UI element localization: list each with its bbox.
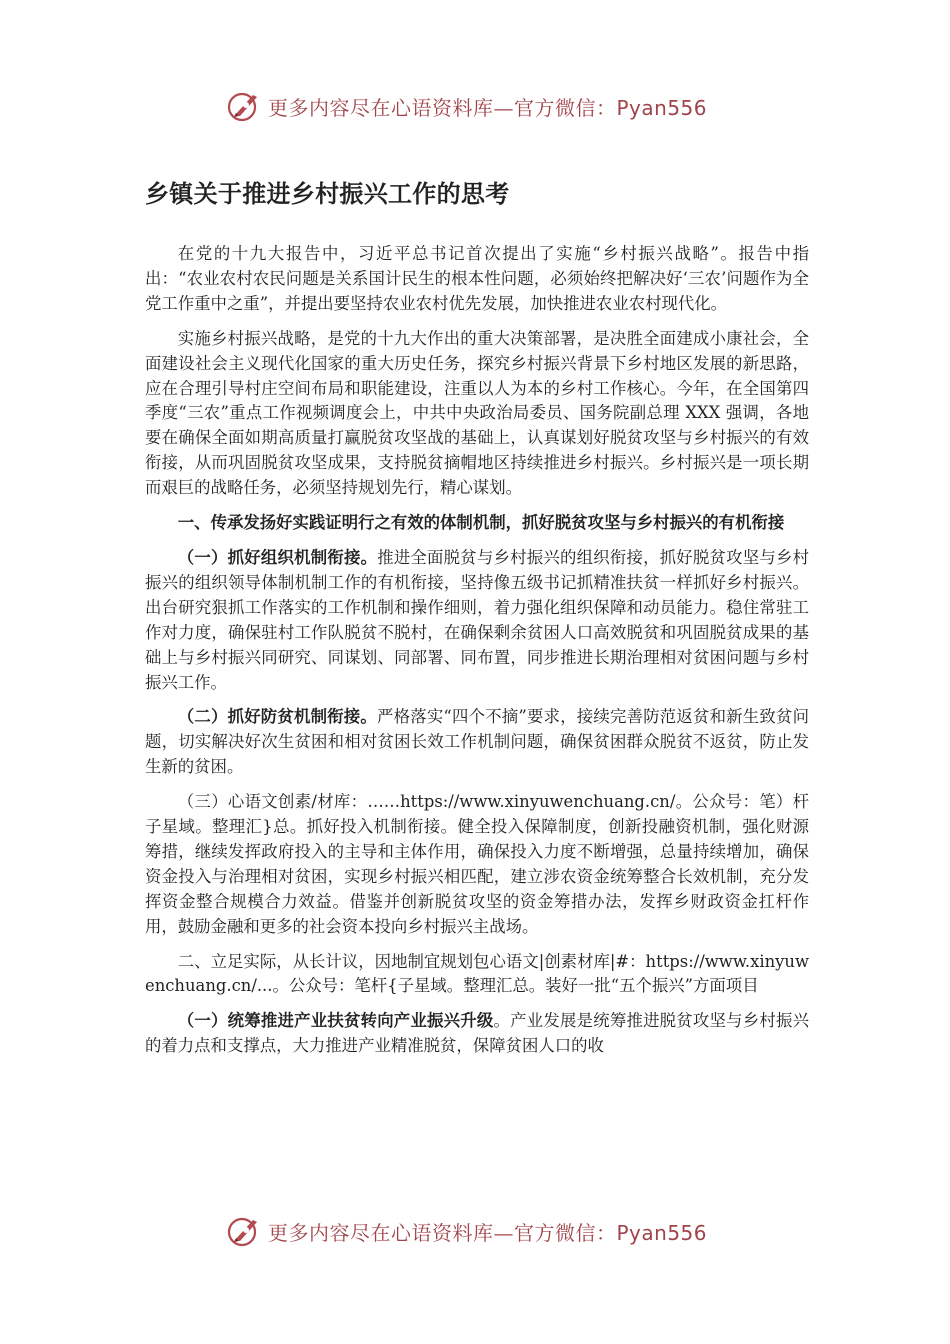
paragraph-investment: （三）心语文创素/材库：……https://www.xinyuwenchuang.cn/。公众号：笔）杆子星域。整理汇}总。抓好投入机制衔接。健全投入保障制度，创新投融资机制，强化财源筹措，继续发挥政府投入的主导和主体作用，确保投入力度不断增强，总量持续增加，确保资金投入与治理相对贫困，实现乡村振兴相匹配，建立涉农资金统筹整合长效机制，充分发挥资金整合规模合力效益。借鉴并创新脱贫攻坚的资金筹措办法，发挥乡财政资金扛杆作用，鼓励金融和更多的社会资本投向乡村振兴主战场。: [145, 792, 809, 936]
paragraph-strategy: 实施乡村振兴战略，是党的十九大作出的重大决策部署，是决胜全面建成小康社会，全面建设社会主义现代化国家的重大历史任务，探究乡村振兴背景下乡村地区发展的新思路，应在合理引导村庄空间布局和职能建设，注重以人为本的乡村工作核心。今年，在全国第四季度“三农”重点工作视频调度会上，中共中央政治局委员、国务院副总理 XXX 强调，各地要在确保全面如期高质量打赢脱贫攻坚战的基础上，认真谋划好脱贫攻坚与乡村振兴的有效衔接，从而巩固脱贫攻坚成果，支持脱贫摘帽地区持续推进乡村振兴。乡村振兴是一项长期而艰巨的战略任务，必须坚持规划先行，精心谋划。: [145, 328, 809, 498]
paragraph-organization: （一）抓好组织机制衔接。推进全面脱贫与乡村振兴的组织衔接，抓好脱贫攻坚与乡村振兴的组织领导体制机制工作的有机衔接，坚持像五级书记抓精准扶贫一样抓好乡村振兴。出台研究狠抓工作落实的工作机制和操作细则，着力强化组织保障和动员能力。稳住常驻工作对力度，确保驻村工作队脱贫不脱村，在确保剩余贫困人口高效脱贫和巩固脱贫成果的基础上与乡村振兴同研究、同谋划、同部署、同布置，同步推进长期治理相对贫困问题与乡村振兴工作。: [145, 547, 810, 692]
footer-banner: [226, 1211, 746, 1251]
section-heading-1: 一、传承发扬好实践证明行之有效的体制机制，抓好脱贫攻坚与乡村振兴的有机衔接: [177, 513, 785, 533]
header-banner: [226, 86, 746, 126]
paragraph-industry: （一）统筹推进产业扶贫转向产业振兴升级。产业发展是统筹推进脱贫攻坚与乡村振兴的着力点和支撑点，大力推进产业精准脱贫，保障贫困人口的收: [145, 1011, 810, 1056]
pen-logo-icon: [226, 1213, 262, 1249]
banner-text: 更多内容尽在心语资料库—官方微信：Pyan556: [268, 95, 708, 120]
banner-text: 更多内容尽在心语资料库—官方微信：Pyan556: [268, 1220, 708, 1245]
paragraph-poverty-prevention: （二）抓好防贫机制衔接。严格落实“四个不摘”要求，接续完善防范返贫和新生致贫问题，切实解决好次生贫困和相对贫困长效工作机制问题，确保贫困群众脱贫不返贫，防止发生新的贫困。: [145, 707, 810, 777]
subheading-organization: （一）抓好组织机制衔接。: [177, 547, 378, 567]
subheading-poverty-prevention: （二）抓好防贫机制衔接。: [177, 707, 378, 727]
document-body: [145, 172, 809, 1069]
paragraph-intro: 在党的十九大报告中，习近平总书记首次提出了实施“乡村振兴战略”。报告中指出：“农业农村农民问题是关系国计民生的根本性问题，必须始终把解决好‘三农’问题作为全党工作重中之重”，并提出要坚持农业农村优先发展，加快推进农业农村现代化。: [145, 244, 809, 313]
document-title: 乡镇关于推进乡村振兴工作的思考: [145, 180, 510, 208]
pen-logo-icon: [226, 88, 262, 124]
subheading-industry: （一）统筹推进产业扶贫转向产业振兴升级: [177, 1011, 494, 1031]
section-heading-2: 二、立足实际，从长计议，因地制宜规划包心语文|创素材库|#：https://www.xinyuwenchuang.cn/...。公众号：笔杆{子星域。整理汇总。装好一批“五个振兴”方面项目: [145, 951, 809, 996]
